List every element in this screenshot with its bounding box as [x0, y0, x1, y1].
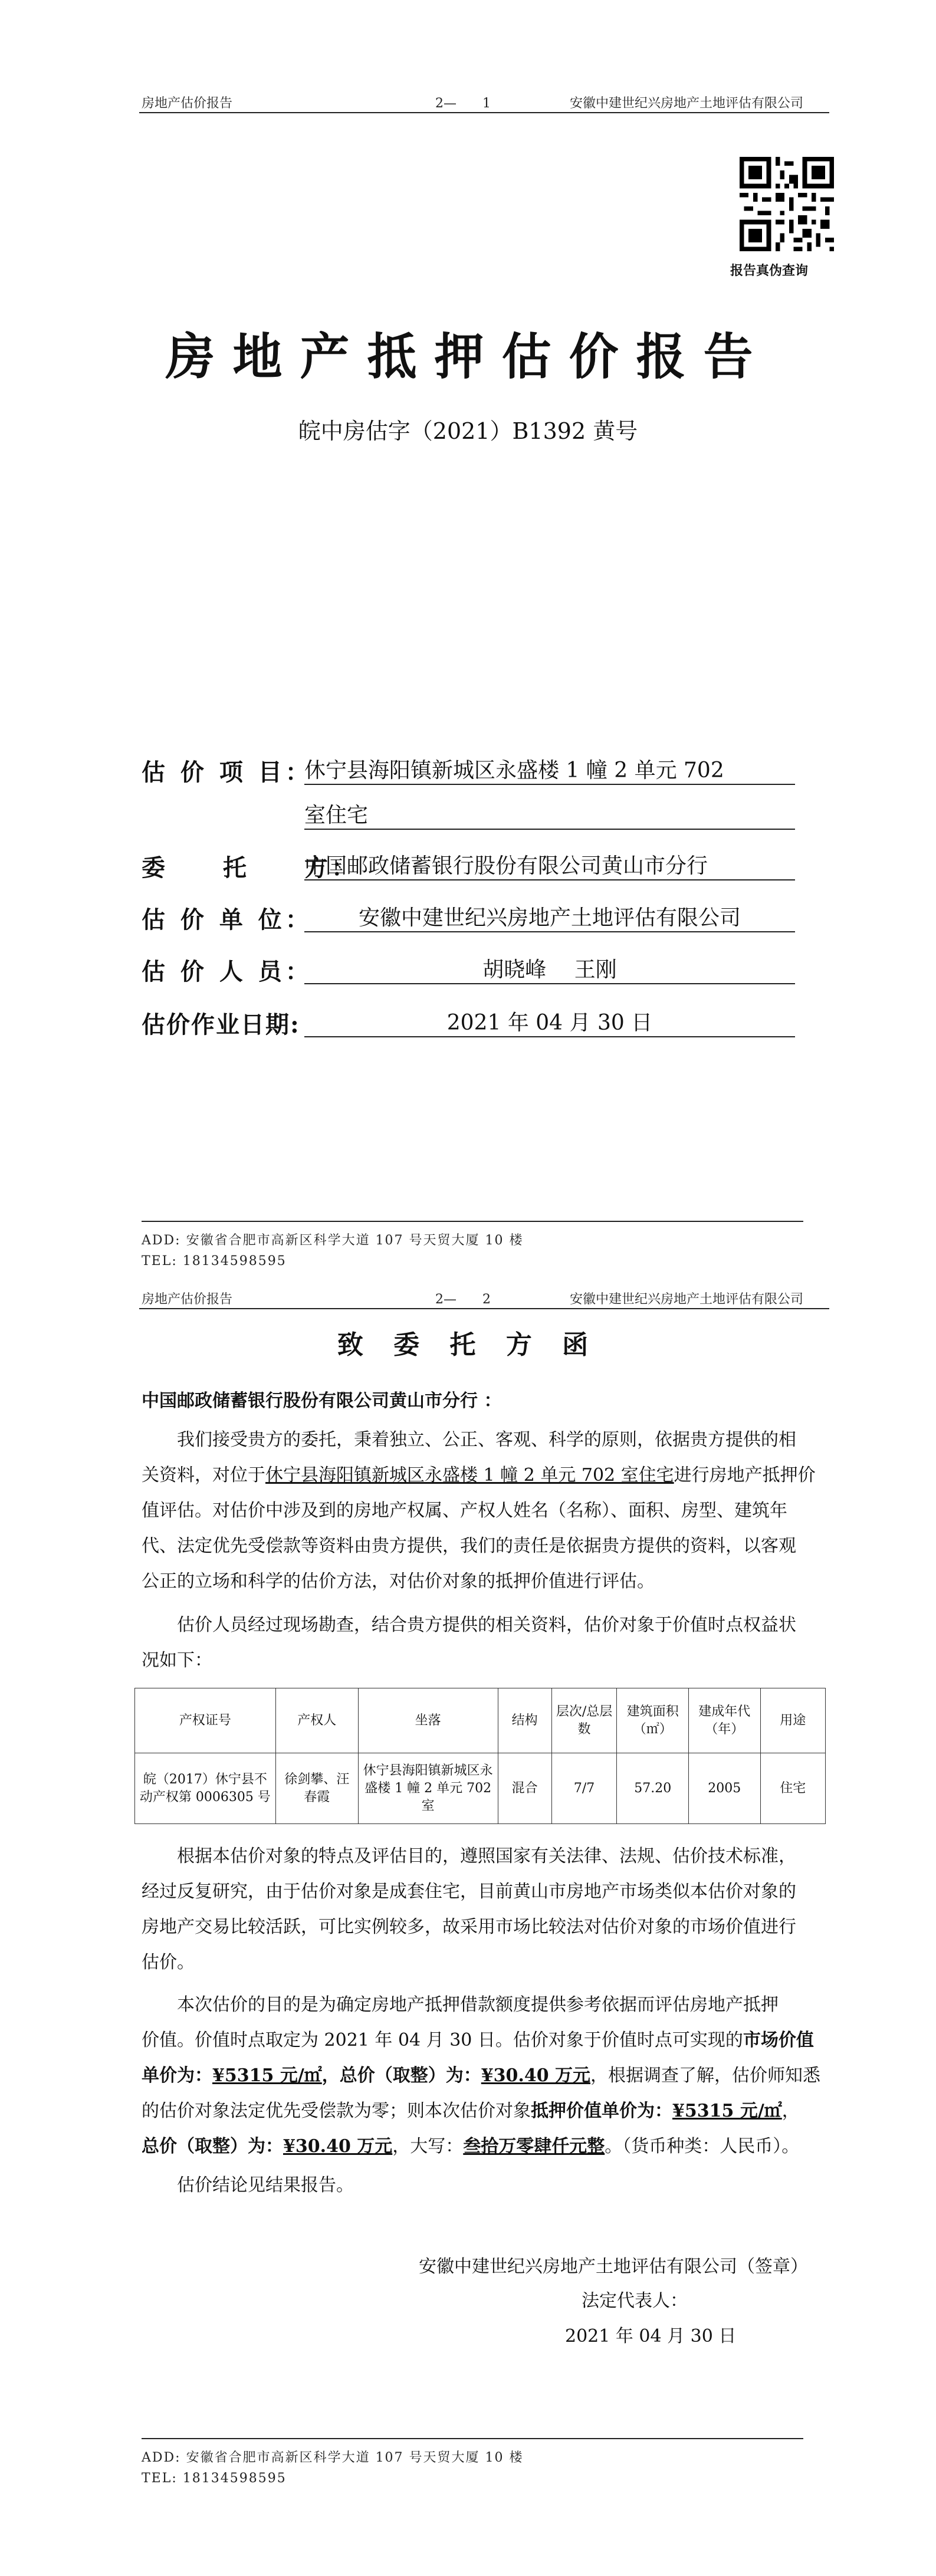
appraisers-label: 估 价 人 员： — [142, 958, 313, 985]
header-left: 房地产估价报告 — [142, 1292, 233, 1307]
work-date-value: 2021 年 04 月 30 日 — [304, 1006, 795, 1037]
footer-address: ADD: 安徽省合肥市高新区科学大道 107 号天贸大厦 10 楼 — [142, 1233, 524, 1248]
paragraph-3-line-3: 房地产交易比较活跃，可比实例较多，故采用市场比较法对估价对象的市场价值进行 — [142, 1917, 796, 1937]
addressee: 中国邮政储蓄银行股份有限公司黄山市分行 ： — [142, 1391, 502, 1411]
paragraph-5: 估价结论见结果报告。 — [177, 2175, 354, 2196]
paragraph-3-line-4: 估价。 — [142, 1952, 195, 1973]
table-cell: 2005 — [689, 1753, 761, 1824]
header-right: 安徽中建世纪兴房地产土地评估有限公司 — [570, 1292, 804, 1307]
footer-address: ADD: 安徽省合肥市高新区科学大道 107 号天贸大厦 10 楼 — [142, 2450, 524, 2465]
table-cell: 混合 — [498, 1753, 551, 1824]
table-header-cell: 建成年代（年） — [689, 1688, 761, 1753]
paragraph-4-line-5: 总价（取整）为：¥30.40 万元，大写：叁拾万零肆仟元整。（货币种类：人民币）。 — [142, 2136, 800, 2157]
client-value: 中国邮政储蓄银行股份有限公司黄山市分行 — [304, 849, 795, 880]
project-label: 估 价 项 目： — [142, 758, 313, 786]
table-header-row — [135, 1688, 826, 1753]
work-date-label: 估价作业日期: — [142, 1011, 300, 1039]
table-header-cell: 建筑面积（㎡） — [617, 1688, 689, 1753]
paragraph-2-line-2: 况如下： — [142, 1650, 212, 1671]
report-title: 房地产抵押估价报告 — [165, 327, 771, 386]
table-cell: 休宁县海阳镇新城区永盛楼 1 幢 2 单元 702 室 — [358, 1753, 498, 1824]
header-page-number: 2— 1 — [435, 96, 491, 111]
paragraph-1-line-4: 代、法定优先受偿款等资料由贵方提供，我们的责任是依据贵方提供的资料，以客观 — [142, 1536, 796, 1556]
paragraph-1-line-2: 关资料，对位于休宁县海阳镇新城区永盛楼 1 幢 2 单元 702 室住宅进行房地产抵押价 — [142, 1465, 816, 1486]
footer-divider — [142, 1221, 803, 1222]
paragraph-4-line-3: 单价为：¥5315 元/㎡，总价（取整）为：¥30.40 万元，根据调查了解，估价师知悉 — [142, 2065, 821, 2086]
paragraph-1-line-5: 公正的立场和科学的估价方法，对估价对象的抵押价值进行评估。 — [142, 1571, 655, 1592]
paragraph-1-line-3: 值评估。对估价中涉及到的房地产权属、产权人姓名（名称）、面积、房型、建筑年 — [142, 1500, 787, 1521]
table-header-cell: 层次/总层数 — [551, 1688, 617, 1753]
header-divider — [139, 1308, 829, 1309]
table-cell: 57.20 — [617, 1753, 689, 1824]
project-value-line2: 室住宅 — [304, 799, 795, 830]
signature-date: 2021 年 04 月 30 日 — [565, 2326, 737, 2347]
paragraph-4-line-4: 的估价对象法定优先受偿款为零；则本次估价对象抵押价值单价为：¥5315 元/㎡， — [142, 2101, 800, 2121]
table-header-cell: 产权人 — [275, 1688, 358, 1753]
header-page-number: 2— 2 — [435, 1292, 491, 1307]
appraisal-unit-value: 安徽中建世纪兴房地产土地评估有限公司 — [304, 901, 795, 932]
paragraph-3-line-2: 经过反复研究，由于估价对象是成套住宅，目前黄山市房地产市场类似本估价对象的 — [142, 1881, 796, 1902]
project-value-line1: 休宁县海阳镇新城区永盛楼 1 幢 2 单元 702 — [304, 754, 795, 785]
footer-divider — [142, 2438, 803, 2439]
footer-phone: TEL: 18134598595 — [142, 2471, 287, 2486]
signature-company: 安徽中建世纪兴房地产土地评估有限公司（签章） — [419, 2256, 808, 2277]
document-number: 皖中房估字（2021）B1392 黄号 — [298, 418, 638, 444]
paragraph-2-line-1: 估价人员经过现场勘查，结合贵方提供的相关资料，估价对象于价值时点权益状 — [177, 1615, 796, 1635]
appraisal-unit-label: 估 价 单 位： — [142, 906, 313, 934]
paragraph-1-line-1: 我们接受贵方的委托，秉着独立、公正、客观、科学的原则，依据贵方提供的相 — [177, 1430, 796, 1450]
table-header-cell: 产权证号 — [135, 1688, 276, 1753]
paragraph-4-line-1: 本次估价的目的是为确定房地产抵押借款额度提供参考依据而评估房地产抵押 — [177, 1995, 779, 2015]
table-cell: 住宅 — [760, 1753, 825, 1824]
table-cell: 皖（2017）休宁县不动产权第 0006305 号 — [135, 1753, 276, 1824]
qr-caption: 报告真伪查询 — [730, 263, 809, 278]
table-header-cell: 坐落 — [358, 1688, 498, 1753]
table-header-cell: 结构 — [498, 1688, 551, 1753]
qr-code-icon — [740, 157, 834, 251]
header-divider — [139, 112, 829, 113]
appraisers-value: 胡晓峰 王刚 — [304, 953, 795, 984]
paragraph-3-line-1: 根据本估价对象的特点及评估目的，遵照国家有关法律、法规、估价技术标准， — [177, 1846, 796, 1867]
footer-phone: TEL: 18134598595 — [142, 1254, 287, 1269]
signature-representative: 法定代表人： — [582, 2291, 688, 2311]
property-table — [134, 1688, 826, 1824]
header-right: 安徽中建世纪兴房地产土地评估有限公司 — [570, 96, 804, 111]
table-cell: 7/7 — [551, 1753, 617, 1824]
table-cell: 徐剑攀、汪春霞 — [275, 1753, 358, 1824]
paragraph-4-line-2: 价值。价值时点取定为 2021 年 04 月 30 日。估价对象于价值时点可实现的市场价值 — [142, 2030, 814, 2051]
letter-title: 致 委 托 方 函 — [337, 1330, 599, 1360]
client-label: 委 托 方： — [142, 854, 359, 882]
table-header-cell: 用途 — [760, 1688, 825, 1753]
header-left: 房地产估价报告 — [142, 96, 233, 111]
table-row — [135, 1753, 826, 1824]
